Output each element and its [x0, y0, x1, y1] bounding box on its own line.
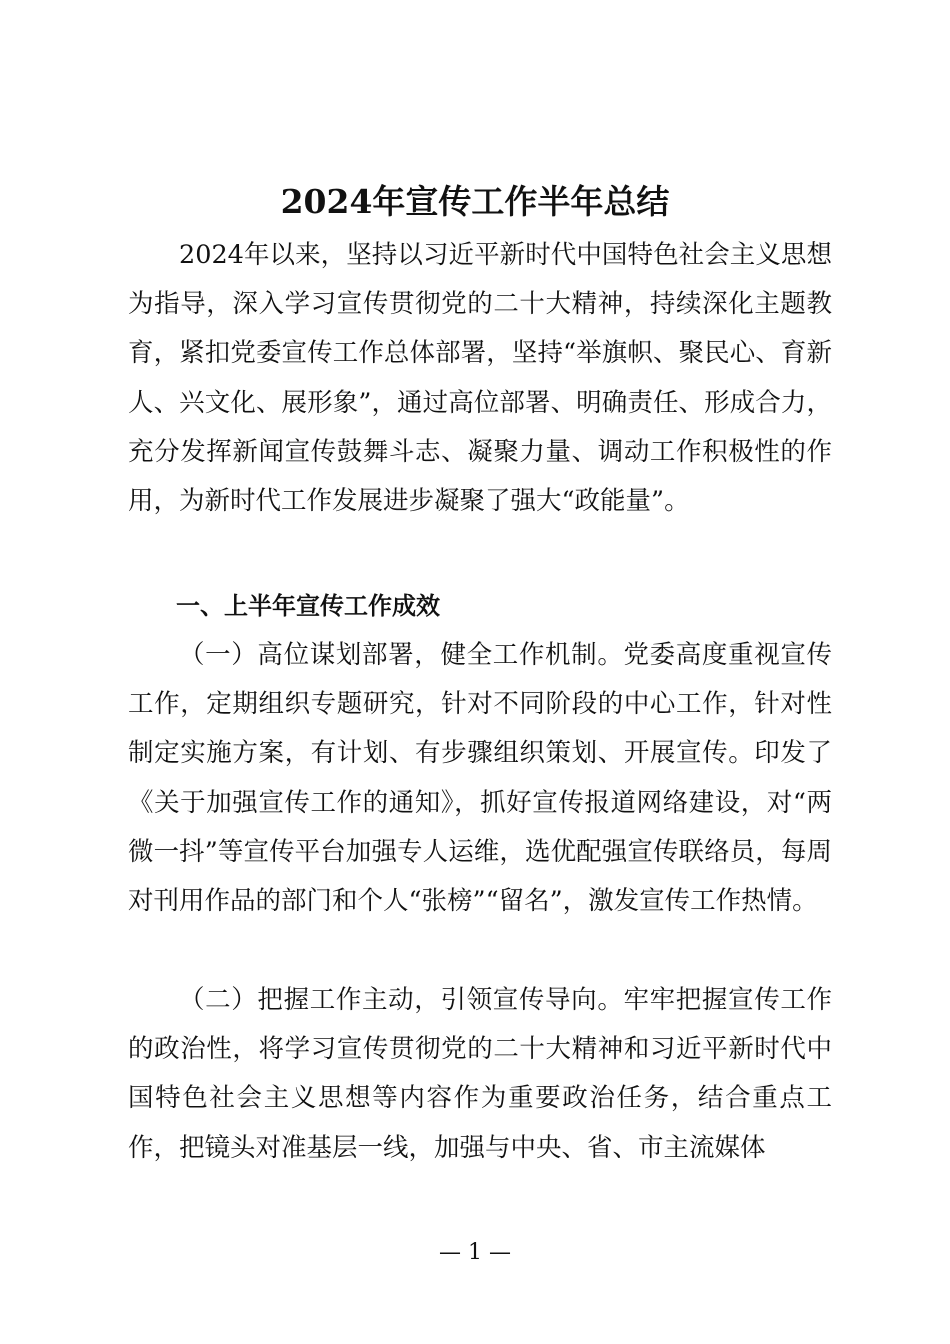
intro-paragraph: 2024年以来，坚持以习近平新时代中国特色社会主义思想为指导，深入学习宣传贯彻党的二十大精神，持续深化主题教育，紧扣党委宣传工作总体部署，坚持“举旗帜、聚民心、育新人、兴文化、展形象”，通过高位部署、明确责任、形成合力，充分发挥新闻宣传鼓舞斗志、凝聚力量、调动工作积极性的作用，为新时代工作发展进步凝聚了强大“政能量”。 [128, 240, 832, 517]
body-paragraph: （二）把握工作主动，引领宣传导向。牢牢把握宣传工作的政治性，将学习宣传贯彻党的二十大精神和习近平新时代中国特色社会主义思想等内容作为重要政治任务，结合重点工作，把镜头对准基层一线，加强与中央、省、市主流媒体 [128, 985, 832, 1163]
page-number: — 1 — [439, 1240, 511, 1265]
document-title: 2024年宣传工作半年总结 [280, 182, 670, 221]
body-paragraph: （一）高位谋划部署，健全工作机制。党委高度重视宣传工作，定期组织专题研究，针对不同阶段的中心工作，针对性制定实施方案，有计划、有步骤组织策划、开展宣传。印发了《关于加强宣传工作的通知》，抓好宣传报道网络建设，对“两微一抖”等宣传平台加强专人运维，选优配强宣传联络员，每周对刊用作品的部门和个人“张榜”“留名”，激发宣传工作热情。 [128, 640, 832, 917]
section-heading: 一、上半年宣传工作成效 [176, 592, 440, 620]
